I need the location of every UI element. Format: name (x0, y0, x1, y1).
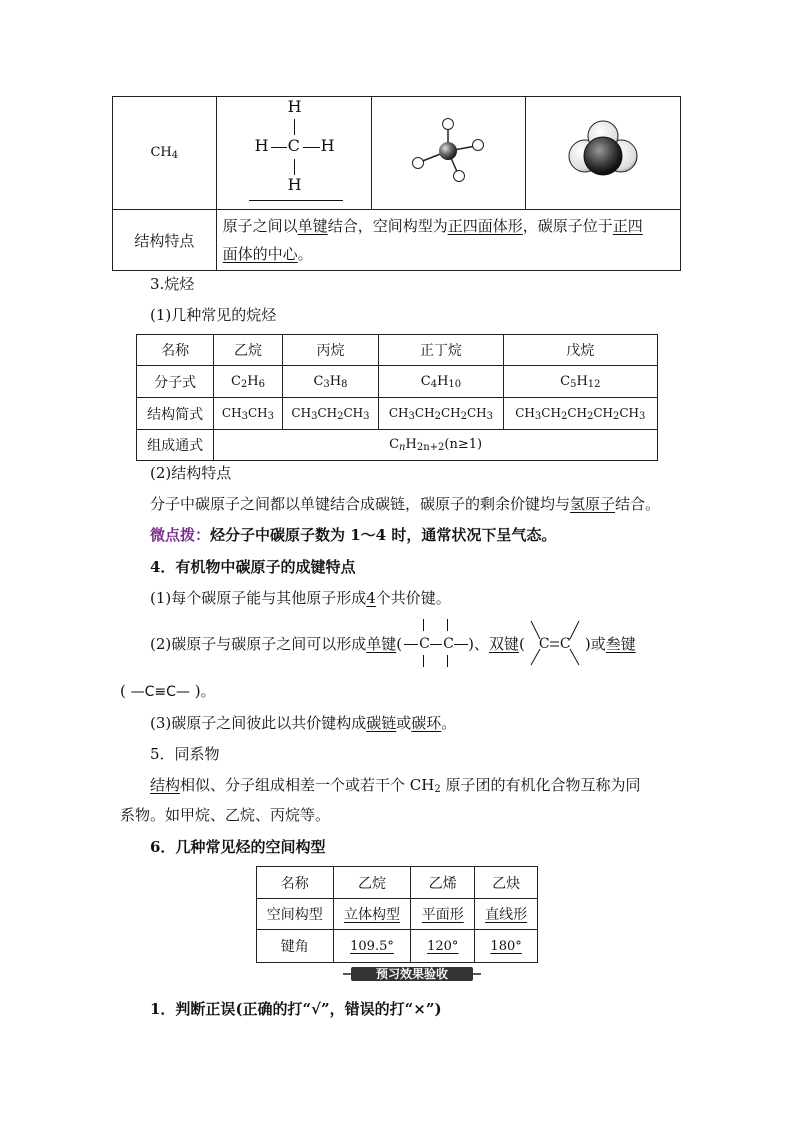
row-label-condensed: 结构简式 (137, 398, 214, 430)
answer-carbon-ring: 碳环 (411, 714, 442, 732)
double-bond-diagram: C C (525, 633, 585, 655)
row-label-general: 组成通式 (137, 430, 214, 461)
condensed-ethane: $CH_3CH_3$ (214, 398, 283, 430)
alkane-header-propane: 丙烷 (282, 335, 378, 366)
general-formula: $C_nH_{2n+2}(n\ge 1)$ (214, 430, 658, 461)
feature-text-4: 。 (297, 245, 313, 263)
atom-c: C (287, 136, 300, 155)
section5-title: 5．同系物 (150, 745, 220, 763)
space-filling-model-image (563, 116, 643, 186)
ball-and-stick-model-image (408, 116, 488, 186)
answer-structure: 结构 (150, 776, 181, 794)
bond-bottom (294, 159, 295, 175)
alkane-header-ethane: 乙烷 (214, 335, 283, 366)
answer-single-bond-2: 单键 (366, 635, 397, 653)
shape-header-ethylene: 乙烯 (411, 867, 475, 899)
atom-h-right: H (320, 136, 335, 155)
atom-h-top: H (287, 97, 302, 116)
section6-title: 6．几种常见烃的空间构型 (150, 838, 326, 856)
angle-row-label: 键角 (257, 930, 334, 963)
shape-header-name: 名称 (257, 867, 334, 899)
section3-paragraph: 分子中碳原子之间都以单键结合成碳链，碳原子的剩余价键均与氢原子结合。 (150, 495, 661, 513)
feature-text-cell (216, 210, 680, 271)
section5-paragraph: 结构相似、分子组成相差一个或若干个 $CH_2$ 原子团的有机化合物互称为同 (150, 776, 641, 795)
section4-title: 4．有机物中碳原子的成键特点 (150, 558, 356, 576)
shape-acetylene: 直线形 (475, 899, 538, 930)
condensed-butane: $CH_3CH_2CH_2CH_3$ (379, 398, 503, 430)
alkane-header-butane: 正丁烷 (379, 335, 503, 366)
methane-table (112, 96, 681, 271)
methane-structural-formula (217, 97, 371, 209)
bond-top (294, 119, 295, 135)
section4-p2-cont: ( —C≡C— )。 (120, 682, 216, 700)
condensed-pentane: $CH_3CH_2CH_2CH_2CH_3$ (503, 398, 657, 430)
answer-hydrogen-atom: 氢原子 (570, 495, 616, 513)
methane-formula-cell (113, 97, 217, 210)
ball-stick-model-cell (371, 97, 526, 210)
formula-propane: $C_3H_8$ (282, 366, 378, 398)
answer-four: 4 (366, 589, 376, 607)
formula-pentane: $C_5H_{12}$ (503, 366, 657, 398)
bond-left (271, 147, 287, 148)
structural-formula-cell (216, 97, 371, 210)
alkane-table (136, 334, 658, 461)
answer-carbon-chain: 碳链 (366, 714, 397, 732)
answer-tetrahedral: 正四面体形 (447, 217, 523, 235)
single-bond-diagram: C C (402, 633, 468, 655)
section3-sub2: (2)结构特点 (150, 464, 232, 482)
formula-ethane: $C_2H_6$ (214, 366, 283, 398)
answer-center-b: 面体的中心 (222, 245, 298, 263)
atom-h-bottom: H (287, 175, 302, 194)
row-label-formula: 分子式 (137, 366, 214, 398)
tip-text: 烃分子中碳原子数为 1～4 时，通常状况下呈气态。 (210, 526, 557, 544)
atom-h-left: H (254, 136, 269, 155)
preview-check-banner (343, 966, 481, 982)
answer-triple-bond: 叁键 (605, 635, 636, 653)
shape-row-label: 空间构型 (257, 899, 334, 930)
shape-ethane: 立体构型 (333, 899, 411, 930)
answer-center-a: 正四 (612, 217, 643, 235)
section4-p3: (3)碳原子之间彼此以共价键构成碳链或碳环。 (150, 714, 457, 732)
hydrocarbon-shape-table (256, 866, 538, 963)
answer-double-bond: 双键 (488, 635, 519, 653)
angle-ethane: 109.5° (333, 930, 411, 963)
alkane-header-pentane: 戊烷 (503, 335, 657, 366)
condensed-propane: $CH_3CH_2CH_3$ (282, 398, 378, 430)
shape-header-ethane: 乙烷 (333, 867, 411, 899)
shape-ethylene: 平面形 (411, 899, 475, 930)
section3-sub1: (1)几种常见的烷烃 (150, 306, 277, 324)
feature-text-1: 原子之间以 (222, 217, 298, 235)
tip-label: 微点拨： (150, 526, 211, 544)
underline-rule (249, 200, 343, 201)
answer-single-bond: 单键 (297, 217, 328, 235)
shape-header-acetylene: 乙炔 (475, 867, 538, 899)
feature-text-3: ，碳原子位于 (522, 217, 613, 235)
space-filling-model-cell (526, 97, 681, 210)
section5-paragraph-line2: 系物。如甲烷、乙烷、丙烷等。 (120, 806, 331, 824)
question-1: 1．判断正误(正确的打“√”，错误的打“×”) (150, 1000, 442, 1018)
formula-butane: $C_4H_{10}$ (379, 366, 503, 398)
alkane-header-name: 名称 (137, 335, 214, 366)
methane-formula: $CH_4$ (150, 145, 179, 161)
section3-title: 3.烷烃 (150, 275, 195, 293)
bond-right (303, 147, 320, 148)
feature-label: 结构特点 (134, 231, 195, 250)
banner-text: 预习效果验收 (375, 967, 448, 981)
feature-text-2: 结合，空间构型为 (327, 217, 448, 235)
section4-p1: (1)每个碳原子能与其他原子形成4个共价键。 (150, 589, 451, 607)
triple-bond-formula: —C≡C— (130, 684, 190, 700)
angle-acetylene: 180° (475, 930, 538, 963)
feature-label-cell (113, 210, 217, 271)
section4-p2: (2)碳原子与碳原子之间可以形成单键( C C )、双键( C C )或叁键 (150, 633, 636, 655)
angle-ethylene: 120° (411, 930, 475, 963)
tip-line (150, 524, 556, 546)
